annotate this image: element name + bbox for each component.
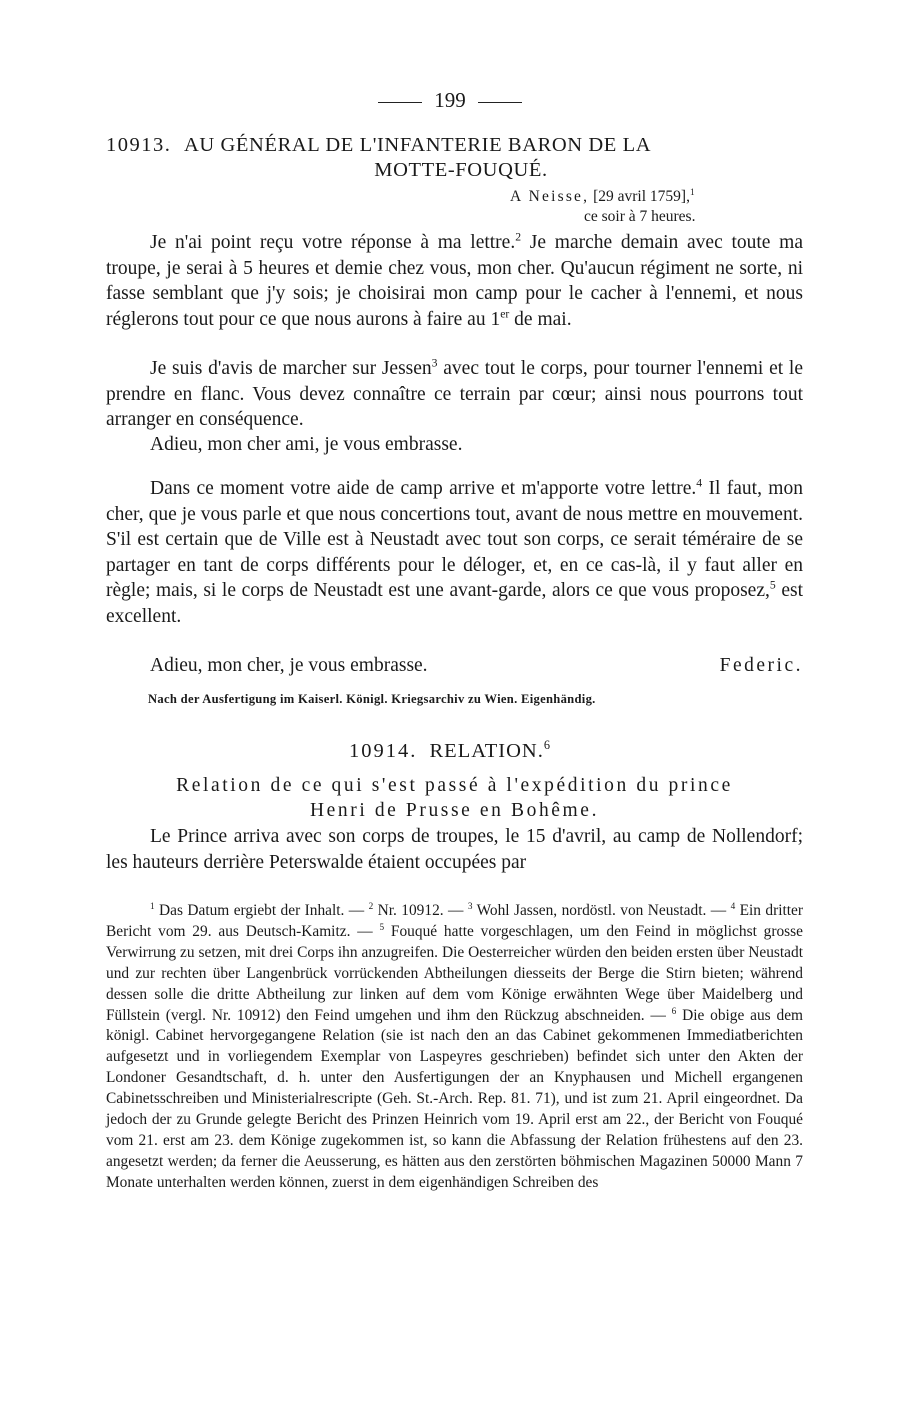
- p2-note: 3: [431, 356, 438, 370]
- fn4-mark: 4: [730, 900, 736, 911]
- dateline-place: A Neisse,: [510, 188, 590, 205]
- source-note: Nach der Ausfertigung im Kaiserl. Königl. Kriegsarchiv zu Wien. Eigenhändig.: [148, 692, 596, 706]
- relation-heading: [0, 740, 900, 763]
- fn4-text: Ein dritter Bericht vom 29. aus Deutsch-Kamitz. —: [106, 902, 803, 940]
- fn5-mark: 5: [379, 921, 385, 932]
- fn3-mark: 3: [467, 900, 473, 911]
- relation-subtitle-line2: Henri de Prusse en Bohême.: [309, 800, 600, 821]
- letter-title-line1: AU GÉNÉRAL DE L'INFANTERIE BARON DE LA: [183, 134, 652, 156]
- letter-paragraph-2: [106, 356, 803, 433]
- fn1-mark: 1: [150, 900, 155, 911]
- dateline-date: [29 avril 1759],: [593, 188, 690, 205]
- fn6-mark: 6: [671, 1005, 677, 1016]
- letter-paragraph-5: [106, 653, 803, 679]
- p4-text-a: Dans ce moment votre aide de camp arrive et m'apporte votre lettre.: [150, 478, 697, 499]
- dateline: [510, 187, 790, 227]
- signature: Federic.: [719, 655, 803, 676]
- relation-p1-text: Le Prince arriva avec son corps de troupes, le 15 d'avril, au camp de Nollendorf; les hauteurs derrière Peterswalde étaient occupées par: [106, 826, 803, 873]
- letter-paragraph-1: [106, 230, 803, 332]
- dateline-time: ce soir à 7 heures.: [584, 208, 696, 225]
- footnotes: [106, 901, 803, 1194]
- p4-text-b: Il faut, mon cher, que je vous parle et que nous concertions tout, avant de nous mettre en mouvement. S'il est certain que de Ville est à Neustadt avec tout son corps, ce serait téméraire de se partager en tant de corps différents pour le déloger, et, en ce cas-là, il y faut aller en règle; mais, si le corps de Neustadt est une avant-garde, alors ce que vous proposez,: [106, 478, 803, 602]
- relation-number: 10914.: [349, 740, 418, 762]
- page-number-rule-right: [478, 102, 522, 103]
- letter-number: 10913.: [106, 134, 172, 156]
- p2-text-b: avec tout le corps, pour tourner l'ennemi et le prendre en flanc. Vous devez connaître ce terrain par cœur; ainsi nous pourrons tout arranger en conséquence.: [106, 358, 803, 431]
- letter-paragraph-3: [106, 432, 803, 458]
- p1-text-c: de mai.: [509, 308, 572, 330]
- dateline-note: 1: [689, 187, 695, 198]
- fn2-mark: 2: [368, 900, 374, 911]
- letter-title-line2: MOTTE-FOUQUÉ.: [374, 159, 548, 181]
- fn5-text: Fouqué hatte vorgeschlagen, um den Feind in möglichst grosse Verwirrung zu setzen, mit drei Corps ihn anzugreifen. Die Oesterreicher würden den beiden ersten über Neustadt und zur rechten über Langenbrück vorrückenden Abtheilungen diesseits der Berge die Stirn bieten; während dessen solle die dritte Abtheilung zur linken auf dem vom Könige erwähnten Wege über Maidelberg und Füllstein (vergl. Nr. 10912) den Feind umgehen und ihm den Rückzug abschneiden. —: [106, 922, 803, 1024]
- p1-sup: er: [500, 307, 510, 321]
- relation-subtitle-line1: Relation de ce qui s'est passé à l'expédition du prince: [176, 775, 733, 796]
- p1-note: 2: [515, 230, 522, 244]
- relation-subtitle: [106, 773, 803, 823]
- letter-heading: [106, 133, 806, 183]
- fn2-text: Nr. 10912. —: [373, 902, 468, 919]
- p1-text-b: Je marche demain avec toute ma troupe, je serai à 5 heures et demie chez vous, mon cher. Qu'aucun régiment ne sorte, ni fasse semblant que j'y sois; je choisirai mon camp pour le cacher à l'ennemi, et nous réglerons tout pour ce que nous aurons à faire au 1: [106, 232, 804, 330]
- p3-text: Adieu, mon cher ami, je vous embrasse.: [150, 434, 463, 455]
- p5-text: Adieu, mon cher, je vous embrasse.: [150, 655, 428, 676]
- p4-note: 4: [696, 476, 703, 490]
- fn3-text: Wohl Jassen, nordöstl. von Neustadt. —: [472, 902, 731, 919]
- relation-title-note: 6: [543, 738, 551, 753]
- p2-text-a: Je suis d'avis de marcher sur Jessen: [150, 358, 432, 379]
- page-number-rule-left: [378, 102, 422, 103]
- letter-paragraph-4: [106, 476, 803, 630]
- page-number-text: 199: [434, 88, 466, 112]
- fn6-text: Die obige aus dem königl. Cabinet hervorgegangene Relation (sie ist nach den an das Cabinet gekommenen Immediatberichten aufgesetzt und in vorliegendem Exemplar von Laspeyres geschrieben) befindet sich unter den Akten der Londoner Gesandtschaft, d. h. unter den Ausfertigungen der an Knyphausen und Michell ergangenen Cabinetsschreiben und Ministerialrescripte (Geh. St.-Arch. Rep. 81. 71), und ist zum 21. April eingeordnet. Da jedoch der zu Grunde gelegte Bericht des Prinzen Heinrich vom 19. April erst am 22., der Bericht von Fouqué vom 21. erst am 23. dem Könige zugekommen ist, so kann die Abfassung der Relation frühestens auf den 23. angesetzt werden; da ferner die Aeusserung, es hätten aus den zerstörten böhmischen Magazinen 50000 Mann 7 Monate unterhalten werden können, zuerst in dem eigenhändigen Schreiben des: [106, 1006, 803, 1191]
- page-number: [0, 88, 900, 113]
- relation-title: RELATION.: [429, 740, 544, 762]
- fn1-text: Das Datum ergiebt der Inhalt. —: [154, 902, 369, 919]
- relation-paragraph-1: [106, 824, 803, 875]
- p4-text-c: est excellent.: [106, 580, 803, 627]
- p1-text-a: Je n'ai point reçu votre réponse à ma lettre.: [150, 232, 516, 253]
- p4-note2: 5: [769, 578, 776, 592]
